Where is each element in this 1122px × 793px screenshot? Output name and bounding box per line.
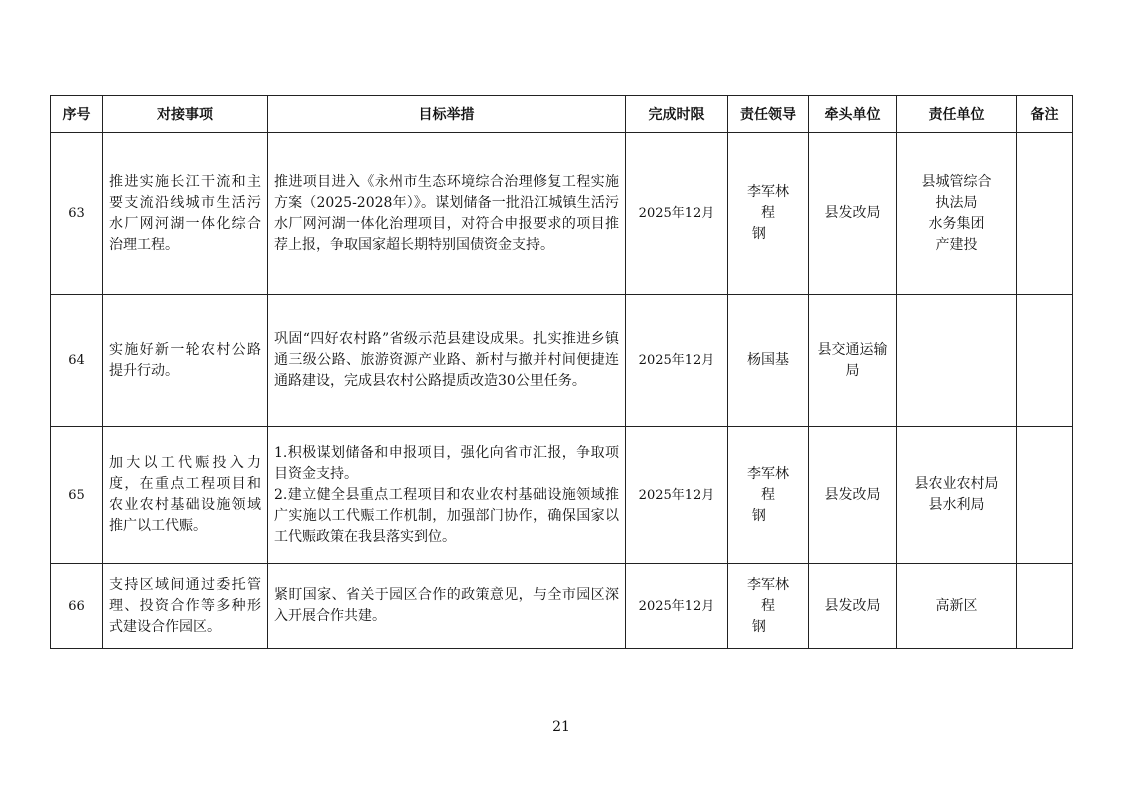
row-measure: 紧盯国家、省关于园区合作的政策意见，与全市园区深入开展合作共建。 [268, 564, 626, 649]
header-item: 对接事项 [103, 96, 268, 133]
row-note [1017, 427, 1073, 564]
resp-unit: 产建投 [935, 236, 978, 253]
measure-line: 2.建立健全县重点工程项目和农业农村基础设施领域推广实施以工代赈工作机制，加强部门协作，确保国家以工代赈政策在我县落实到位。 [274, 486, 619, 545]
measure-line: 1.积极谋划储备和申报项目，强化向省市汇报，争取项目资金支持。 [274, 444, 619, 482]
header-resp-unit: 责任单位 [897, 96, 1017, 133]
row-lead-unit: 县交通运输局 [809, 295, 897, 427]
row-note [1017, 295, 1073, 427]
resp-unit: 高新区 [935, 597, 978, 614]
row-leaders [728, 133, 809, 295]
page-number: 21 [552, 719, 570, 735]
row-deadline: 2025年12月 [626, 427, 728, 564]
row-item: 加大以工代赈投入力度，在重点工程项目和农业农村基础设施领域推广以工代赈。 [103, 427, 268, 564]
header-deadline: 完成时限 [626, 96, 728, 133]
row-deadline: 2025年12月 [626, 295, 728, 427]
resp-unit: 县水利局 [928, 497, 985, 513]
row-resp-units [897, 564, 1017, 649]
row-measure: 巩固“四好农村路”省级示范县建设成果。扎实推进乡镇通三级公路、旅游资源产业路、新村与撤并村间便捷连通路建设，完成县农村公路提质改造30公里任务。 [268, 295, 626, 427]
row-resp-units [897, 133, 1017, 295]
leader-name: 程钢 [751, 205, 794, 242]
header-row [51, 96, 1073, 133]
header-no: 序号 [51, 96, 103, 133]
table-row [51, 564, 1073, 649]
row-note [1017, 133, 1073, 295]
resp-unit: 水务集团 [928, 215, 985, 232]
row-resp-units [897, 427, 1017, 564]
row-note [1017, 564, 1073, 649]
row-lead-unit: 县发改局 [809, 564, 897, 649]
row-lead-unit: 县发改局 [809, 133, 897, 295]
header-leader: 责任领导 [728, 96, 809, 133]
row-item: 支持区域间通过委托管理、投资合作等多种形式建设合作园区。 [103, 564, 268, 649]
leader-name: 程钢 [751, 597, 794, 635]
row-deadline: 2025年12月 [626, 564, 728, 649]
row-measure: 推进项目进入《永州市生态环境综合治理修复工程实施方案（2025-2028年）》。谋划储备一批沿江城镇生活污水厂网河湖一体化治理项目，对符合申报要求的项目推荐上报，争取国家超长期特别国债资金支持。 [268, 133, 626, 295]
row-no: 63 [51, 133, 103, 295]
leader-name: 程钢 [751, 486, 794, 524]
row-leaders [728, 564, 809, 649]
header-note: 备注 [1017, 96, 1073, 133]
header-measure: 目标举措 [268, 96, 626, 133]
row-no: 64 [51, 295, 103, 427]
table-row [51, 427, 1073, 564]
resp-unit: 县城管综合 [921, 173, 992, 190]
row-no: 66 [51, 564, 103, 649]
row-leaders [728, 427, 809, 564]
resp-unit: 县农业农村局 [914, 476, 999, 492]
row-measure [268, 427, 626, 564]
header-lead-unit: 牵头单位 [809, 96, 897, 133]
leader-name: 杨国基 [747, 352, 789, 368]
row-item: 实施好新一轮农村公路提升行动。 [103, 295, 268, 427]
row-resp-units [897, 295, 1017, 427]
table-row [51, 133, 1073, 295]
leader-name: 李军林 [747, 576, 789, 593]
task-table [50, 95, 1073, 649]
row-no: 65 [51, 427, 103, 564]
row-item: 推进实施长江干流和主要支流沿线城市生活污水厂网河湖一体化综合治理工程。 [103, 133, 268, 295]
row-lead-unit: 县发改局 [809, 427, 897, 564]
leader-name: 李军林 [747, 465, 789, 482]
resp-unit: 执法局 [935, 194, 978, 211]
leader-name: 李军林 [747, 184, 789, 200]
row-deadline: 2025年12月 [626, 133, 728, 295]
table-row [51, 295, 1073, 427]
row-leaders [728, 295, 809, 427]
